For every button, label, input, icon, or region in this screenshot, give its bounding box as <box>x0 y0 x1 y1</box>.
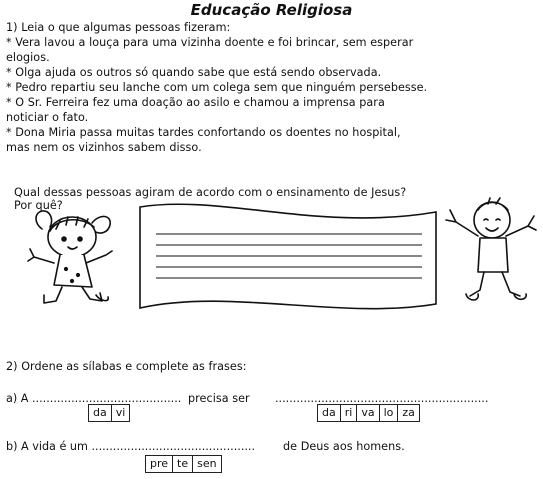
list-item: * Dona Miria passa muitas tardes confortando os doentes no hospital, <box>6 126 401 139</box>
list-item: * Pedro repartiu seu lanche com um colega sem que ninguém persebesse. <box>6 81 428 94</box>
syllable-box: ri <box>341 405 358 421</box>
list-item: * Olga ajuda os outros só quando sabe que está sendo observada. <box>6 66 382 79</box>
syllable-box: da <box>89 405 112 421</box>
syllable-boxes-a1 <box>88 404 130 422</box>
syllable-box: va <box>357 405 379 421</box>
syllable-box: da <box>318 405 341 421</box>
question-1-intro: 1) Leia o que algumas pessoas fizeram: <box>6 21 231 34</box>
sentence-b-start: b) A vida é um .............................................. <box>6 440 256 453</box>
syllable-box: vi <box>115 406 126 419</box>
syllable-box: sen <box>197 457 217 470</box>
girl-illustration <box>20 205 132 310</box>
list-item: mas nem os vizinhos sabem disso. <box>6 141 202 154</box>
sentence-a-start: a) A .......................................... <box>6 392 182 405</box>
sentence-b-end: de Deus aos homens. <box>283 440 405 453</box>
question-1-prompt: Qual dessas pessoas agiram de acordo com o ensinamento de Jesus? <box>14 186 407 199</box>
list-item: elogios. <box>6 51 50 64</box>
list-item: * Vera lavou a louça para uma vizinha doente e foi brincar, sem esperar <box>6 36 414 49</box>
syllable-box: pre <box>146 456 173 472</box>
syllable-box: te <box>173 456 193 472</box>
boy-illustration <box>440 196 540 308</box>
syllable-box: lo <box>380 405 399 421</box>
syllable-boxes-b <box>145 455 222 473</box>
syllable-box: za <box>402 406 415 419</box>
sentence-a-end: ............................................................ <box>275 392 489 405</box>
question-2-intro: 2) Ordene as sílabas e complete as frases: <box>6 360 247 373</box>
question-1-why: Por quê? <box>14 199 63 212</box>
page-title: Educação Religiosa <box>190 1 353 19</box>
sentence-a-middle: precisa ser <box>188 392 250 405</box>
syllable-boxes-a2 <box>317 404 420 422</box>
writing-banner <box>130 192 445 322</box>
list-item: noticiar o fato. <box>6 111 89 124</box>
list-item: * O Sr. Ferreira fez uma doação ao asilo e chamou a imprensa para <box>6 96 385 109</box>
